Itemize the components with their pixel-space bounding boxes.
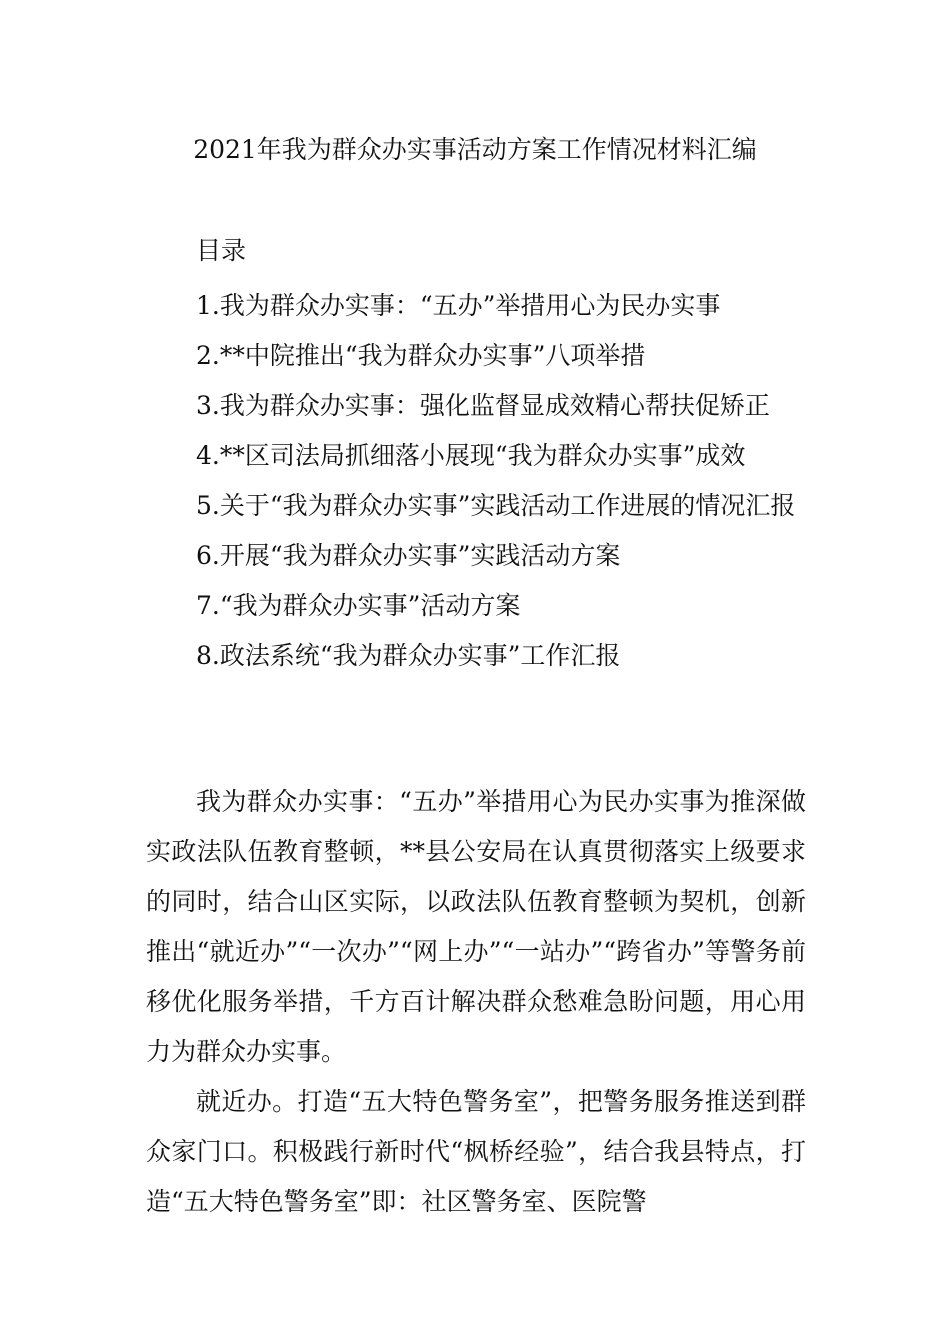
toc-item: 1.我为群众办实事：“五办”举措用心为民办实事 — [196, 291, 721, 320]
body-paragraph: 我为群众办实事：“五办”举措用心为民办实事为推深做实政法队伍教育整顿，**县公安局在认真贯彻落实上级要求的同时，结合山区实际，以政法队伍教育整顿为契机，创新推出“就近办”“一次办”“网上办”“一站办”“跨省办”等警务前移优化服务举措，千方百计解决群众愁难急盼问题，用心用力为群众办实事。 — [146, 787, 806, 1066]
toc-item: 2.**中院推出“我为群众办实事”八项举措 — [196, 341, 646, 370]
body-text — [146, 777, 806, 1227]
toc-item: 4.**区司法局抓细落小展现“我为群众办实事”成效 — [196, 441, 746, 470]
document-title: 2021年我为群众办实事活动方案工作情况材料汇编 — [193, 135, 757, 164]
toc-item: 5.关于“我为群众办实事”实践活动工作进展的情况汇报 — [196, 491, 796, 520]
toc-item: 6.开展“我为群众办实事”实践活动方案 — [196, 541, 621, 570]
toc-item: 3.我为群众办实事：强化监督显成效精心帮扶促矫正 — [196, 391, 770, 420]
body-paragraph: 就近办。打造“五大特色警务室”，把警务服务推送到群众家门口。积极践行新时代“枫桥经验”，结合我县特点，打造“五大特色警务室”即：社区警务室、医院警 — [146, 1087, 806, 1216]
toc-item: 8.政法系统“我为群众办实事”工作汇报 — [196, 641, 621, 670]
table-of-contents — [146, 281, 806, 681]
toc-heading: 目录 — [196, 236, 247, 265]
toc-item: 7.“我为群众办实事”活动方案 — [196, 591, 521, 620]
